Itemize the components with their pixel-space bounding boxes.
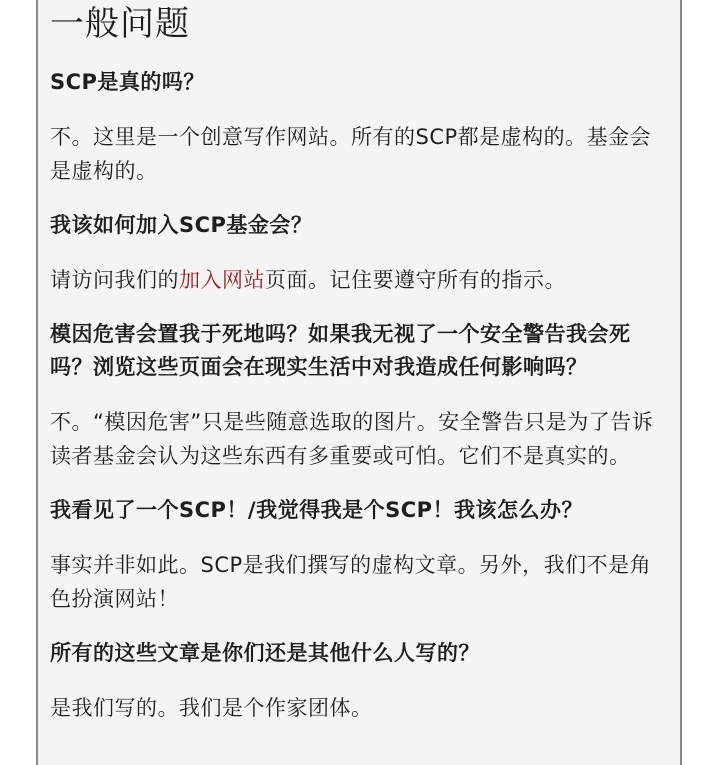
faq-answer-suffix: 页面。记住要遵守所有的指示。 — [265, 268, 566, 292]
faq-panel — [36, 0, 682, 765]
faq-answer: 不。“模因危害”只是些随意选取的图片。安全警告只是为了告诉读者基金会认为这些东西有多重要或可怕。它们不是真实的。 — [50, 410, 654, 468]
faq-question: SCP是真的吗？ — [50, 70, 205, 94]
section-title: 一般问题 — [50, 4, 190, 44]
faq-answer: 事实并非如此。SCP是我们撰写的虚构文章。另外，我们不是角色扮演网站！ — [50, 553, 652, 611]
faq-answer: 不。这里是一个创意写作网站。所有的SCP都是虚构的。基金会是虚构的。 — [50, 125, 652, 183]
faq-answer-prefix: 请访问我们的 — [50, 268, 179, 292]
faq-question: 我看见了一个SCP！/我觉得我是个SCP！我该怎么办？ — [50, 498, 584, 522]
faq-answer: 是我们写的。我们是个作家团体。 — [50, 696, 373, 720]
faq-question: 所有的这些文章是你们还是其他什么人写的？ — [50, 641, 480, 665]
faq-question: 我该如何加入SCP基金会？ — [50, 213, 313, 237]
faq-question: 模因危害会置我于死地吗？如果我无视了一个安全警告我会死吗？浏览这些页面会在现实生活中对我造成任何影响吗？ — [50, 322, 631, 379]
join-site-link[interactable]: 加入网站 — [179, 268, 265, 292]
faq-answer — [50, 263, 668, 297]
